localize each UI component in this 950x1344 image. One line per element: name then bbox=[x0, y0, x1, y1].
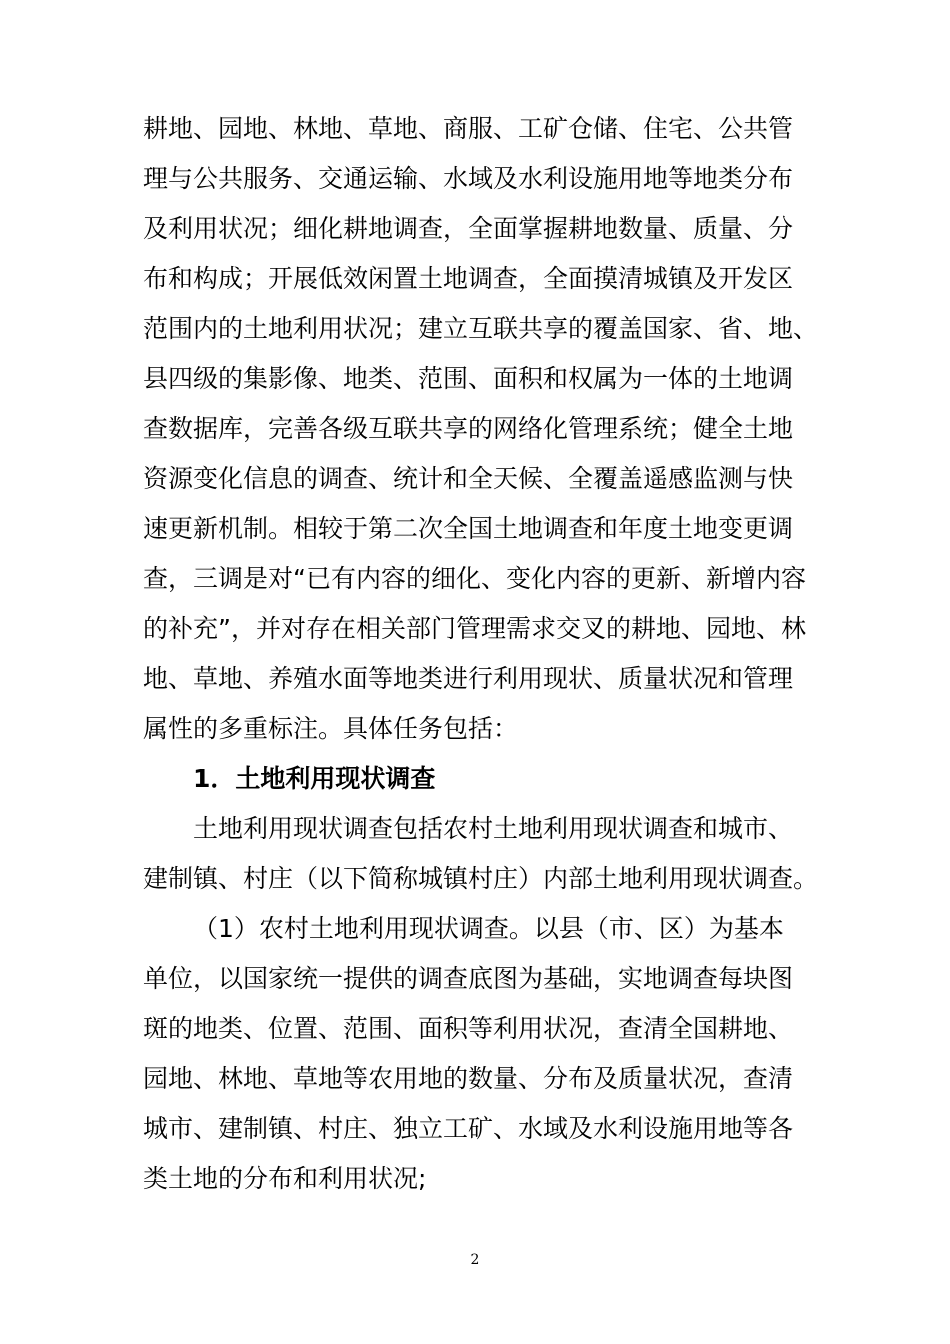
text-line: 查数据库，完善各级互联共享的网络化管理系统；健全土地 bbox=[143, 414, 794, 443]
text-line: 属性的多重标注。具体任务包括： bbox=[143, 714, 519, 743]
text-line: 范围内的土地利用状况；建立互联共享的覆盖国家、省、地、 bbox=[143, 314, 819, 343]
text-line: 布和构成；开展低效闲置土地调查，全面摸清城镇及开发区 bbox=[143, 264, 794, 293]
page-number: 2 bbox=[470, 1252, 480, 1268]
text-line: 类土地的分布和利用状况; bbox=[143, 1164, 427, 1193]
text-line: 资源变化信息的调查、统计和全天候、全覆盖遥感监测与快 bbox=[143, 464, 794, 493]
text-line: 城市、建制镇、村庄、独立工矿、水域及水利设施用地等各 bbox=[143, 1114, 794, 1143]
section-heading: 1．土地利用现状调查 bbox=[193, 764, 436, 793]
text-line: 县四级的集影像、地类、范围、面积和权属为一体的土地调 bbox=[143, 364, 794, 393]
paragraph-start-line: 土地利用现状调查包括农村土地利用现状调查和城市、 bbox=[193, 814, 794, 843]
text-line: 地、草地、养殖水面等地类进行利用现状、质量状况和管理 bbox=[143, 664, 794, 693]
paragraph-start-line: （1）农村土地利用现状调查。以县（市、区）为基本 bbox=[193, 914, 784, 943]
text-line: 耕地、园地、林地、草地、商服、工矿仓储、住宅、公共管 bbox=[143, 114, 794, 143]
text-line: 查，三调是对“已有内容的细化、变化内容的更新、新增内容 bbox=[143, 564, 806, 593]
text-line: 斑的地类、位置、范围、面积等利用状况，查清全国耕地、 bbox=[143, 1014, 794, 1043]
text-line: 理与公共服务、交通运输、水域及水利设施用地等地类分布 bbox=[143, 164, 794, 193]
text-line: 单位，以国家统一提供的调查底图为基础，实地调查每块图 bbox=[143, 964, 794, 993]
text-line: 建制镇、村庄（以下简称城镇村庄）内部土地利用现状调查。 bbox=[143, 864, 819, 893]
text-line: 园地、林地、草地等农用地的数量、分布及质量状况，查清 bbox=[143, 1064, 794, 1093]
text-line: 速更新机制。相较于第二次全国土地调查和年度土地变更调 bbox=[143, 514, 794, 543]
body-text bbox=[143, 104, 843, 1204]
text-line: 的补充”，并对存在相关部门管理需求交叉的耕地、园地、林 bbox=[143, 614, 806, 643]
text-line: 及利用状况；细化耕地调查，全面掌握耕地数量、质量、分 bbox=[143, 214, 794, 243]
